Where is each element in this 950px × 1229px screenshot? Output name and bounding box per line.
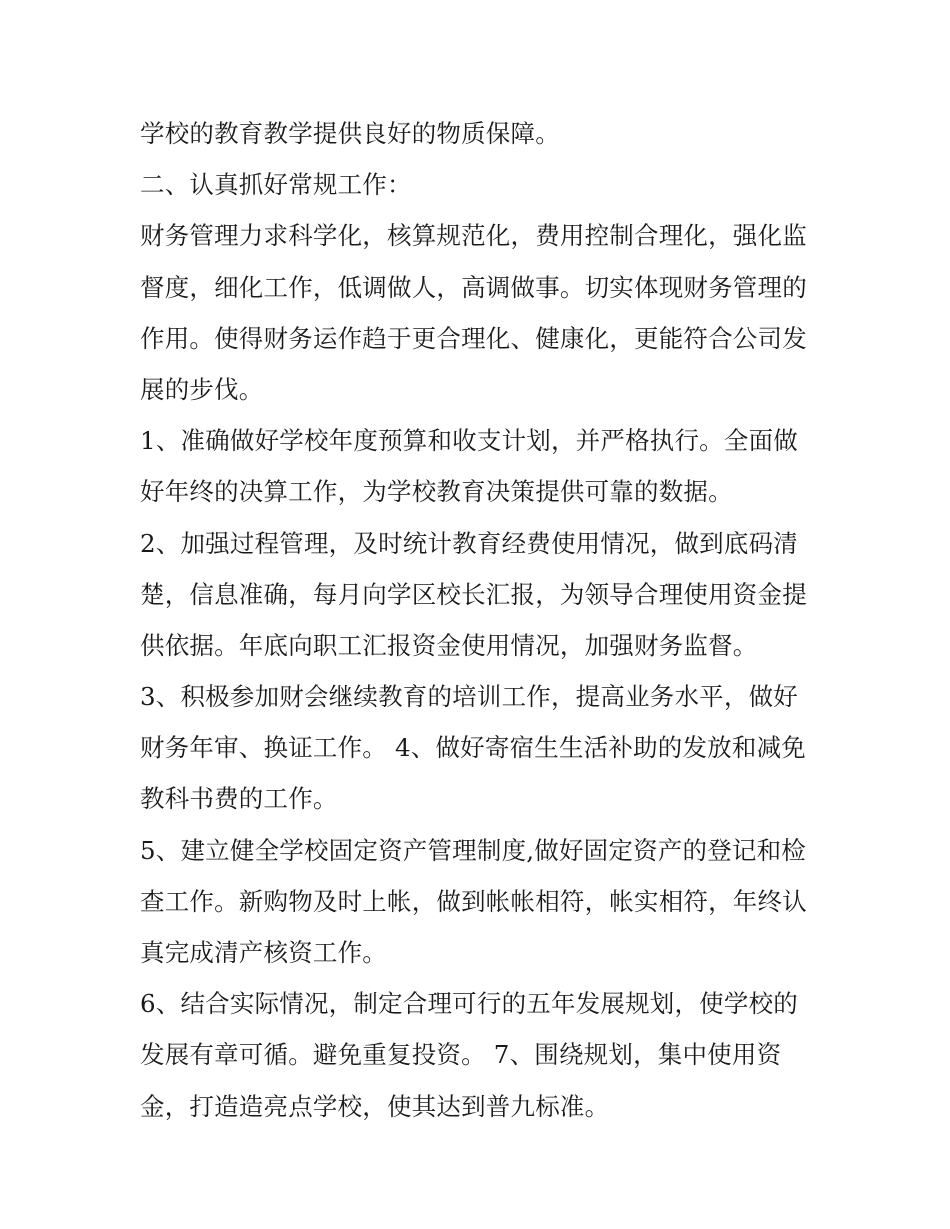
text-line: 发展有章可循。避免重复投资。 7、围绕规划，集中使用资 <box>140 1040 782 1070</box>
text-line: 作用。使得财务运作趋于更合理化、健康化，更能符合公司发 <box>140 323 807 353</box>
text-line: 展的步伐。 <box>140 374 264 404</box>
list-item-6-7 <box>140 978 820 1132</box>
paragraph-closing <box>140 108 820 159</box>
text-line: 2、加强过程管理，及时统计教育经费使用情况，做到底码清 <box>140 528 798 558</box>
text-line: 财务年审、换证工作。 4、做好寄宿生生活补助的发放和减免 <box>140 733 806 763</box>
text-line: 3、积极参加财会继续教育的培训工作，提高业务水平，做好 <box>140 682 798 712</box>
text-line: 二、认真抓好常规工作： <box>140 170 412 200</box>
section-heading <box>140 159 820 210</box>
text-line: 供依据。年底向职工汇报资金使用情况，加强财务监督。 <box>140 630 758 660</box>
text-line: 教科书费的工作。 <box>140 784 338 814</box>
text-line: 查工作。新购物及时上帐，做到帐帐相符，帐实相符，年终认 <box>140 886 807 916</box>
text-line: 楚，信息准确，每月向学区校长汇报，为领导合理使用资金提 <box>140 579 807 609</box>
text-line: 学校的教育教学提供良好的物质保障。 <box>140 119 560 148</box>
text-line: 6、结合实际情况，制定合理可行的五年发展规划，使学校的 <box>140 989 798 1019</box>
text-line: 5、建立健全学校固定资产管理制度,做好固定资产的登记和检 <box>140 835 806 865</box>
list-item-5 <box>140 825 820 979</box>
text-line: 财务管理力求科学化，核算规范化，费用控制合理化，强化监 <box>140 221 807 251</box>
text-line: 金，打造造亮点学校，使其达到普九标准。 <box>140 1091 610 1121</box>
text-line: 1、准确做好学校年度预算和收支计划，并严格执行。全面做 <box>140 426 798 456</box>
text-line: 好年终的决算工作，为学校教育决策提供可靠的数据。 <box>140 477 733 507</box>
document-body <box>140 108 820 1132</box>
list-item-3-4 <box>140 671 820 825</box>
list-item-2 <box>140 518 820 672</box>
list-item-1 <box>140 415 820 517</box>
text-line: 督度，细化工作，低调做人，高调做事。切实体现财务管理的 <box>140 272 807 302</box>
text-line: 真完成清产核资工作。 <box>140 938 387 967</box>
paragraph-intro <box>140 210 820 415</box>
